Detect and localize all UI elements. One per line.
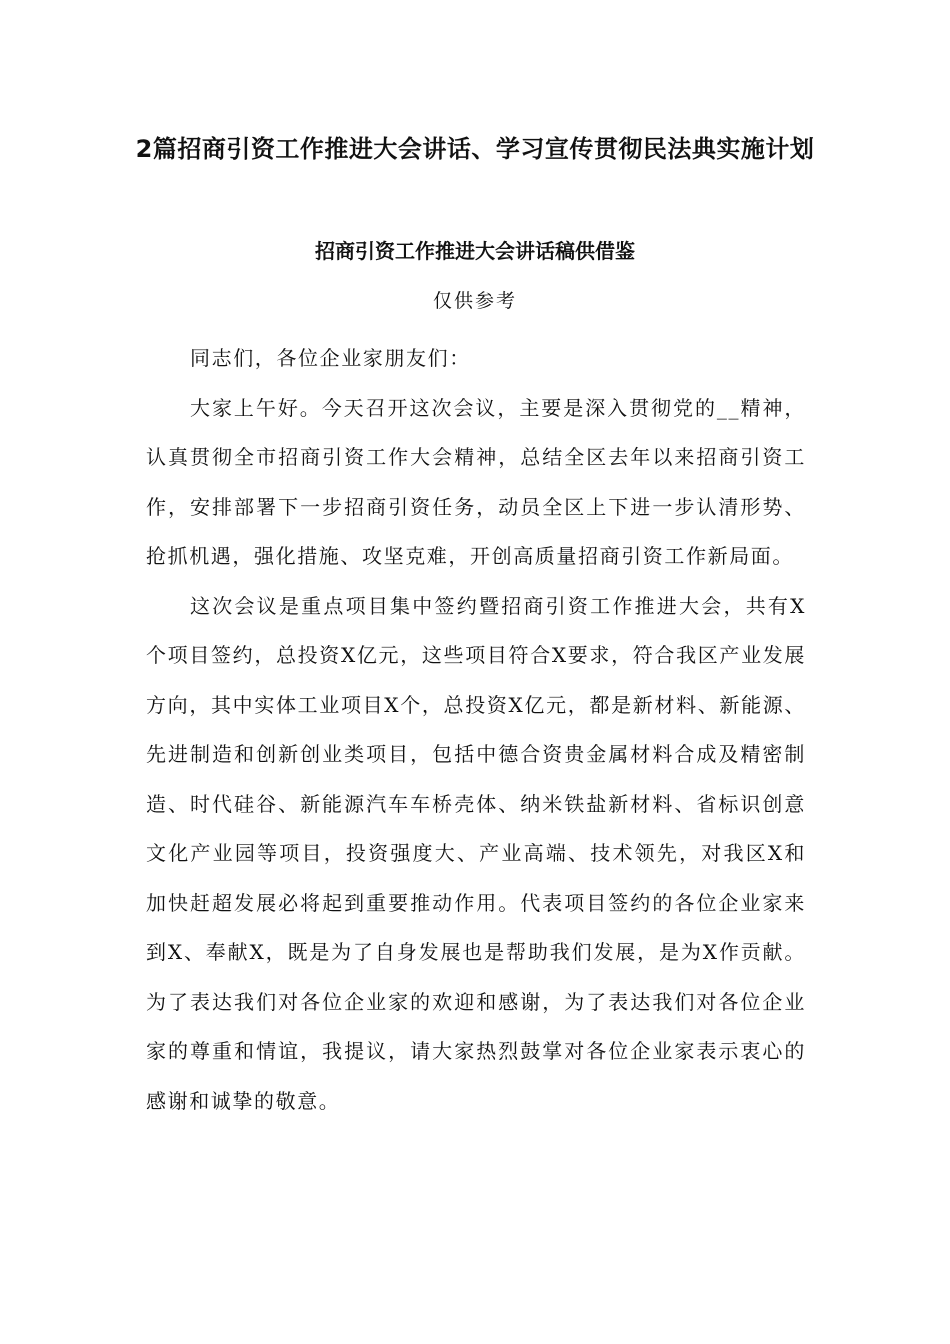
salutation-paragraph: 同志们，各位企业家朋友们： bbox=[190, 346, 471, 370]
document-subtitle: 招商引资工作推进大会讲话稿供借鉴 bbox=[315, 239, 635, 263]
reference-note: 仅供参考 bbox=[432, 290, 517, 312]
body-paragraph: 这次会议是重点项目集中签约暨招商引资工作推进大会，共有X个项目签约，总投资X亿元，这些项目符合X要求，符合我区产业发展方向，其中实体工业项目X个，总投资X亿元，都是新材料、新能源、先进制造和创新创业类项目，包括中德合资贵金属材料合成及精密制造、时代硅谷、新能源汽车车桥壳体、纳米铁盐新材料、省标识创意文化产业园等项目，投资强度大、产业高端、技术领先，对我区X和加快赶超发展必将起到重要推动作用。代表项目签约的各位企业家来到X、奉献X，既是为了自身发展也是帮助我们发展，是为X作贡献。为了表达我们对各位企业家的欢迎和感谢，为了表达我们对各位企业家的尊重和情谊，我提议，请大家热烈鼓掌对各位企业家表示衷心的感谢和诚挚的敬意。 bbox=[146, 593, 806, 1113]
document-body bbox=[146, 334, 806, 1126]
body-paragraph: 大家上午好。今天召开这次会议，主要是深入贯彻党的__精神，认真贯彻全市招商引资工作大会精神，总结全区去年以来招商引资工作，安排部署下一步招商引资任务，动员全区上下进一步认清形势、抢抓机遇，强化措施、攻坚克难，开创高质量招商引资工作新局面。 bbox=[146, 395, 806, 568]
document-title: 2篇招商引资工作推进大会讲话、学习宣传贯彻民法典实施计划 bbox=[135, 135, 815, 163]
